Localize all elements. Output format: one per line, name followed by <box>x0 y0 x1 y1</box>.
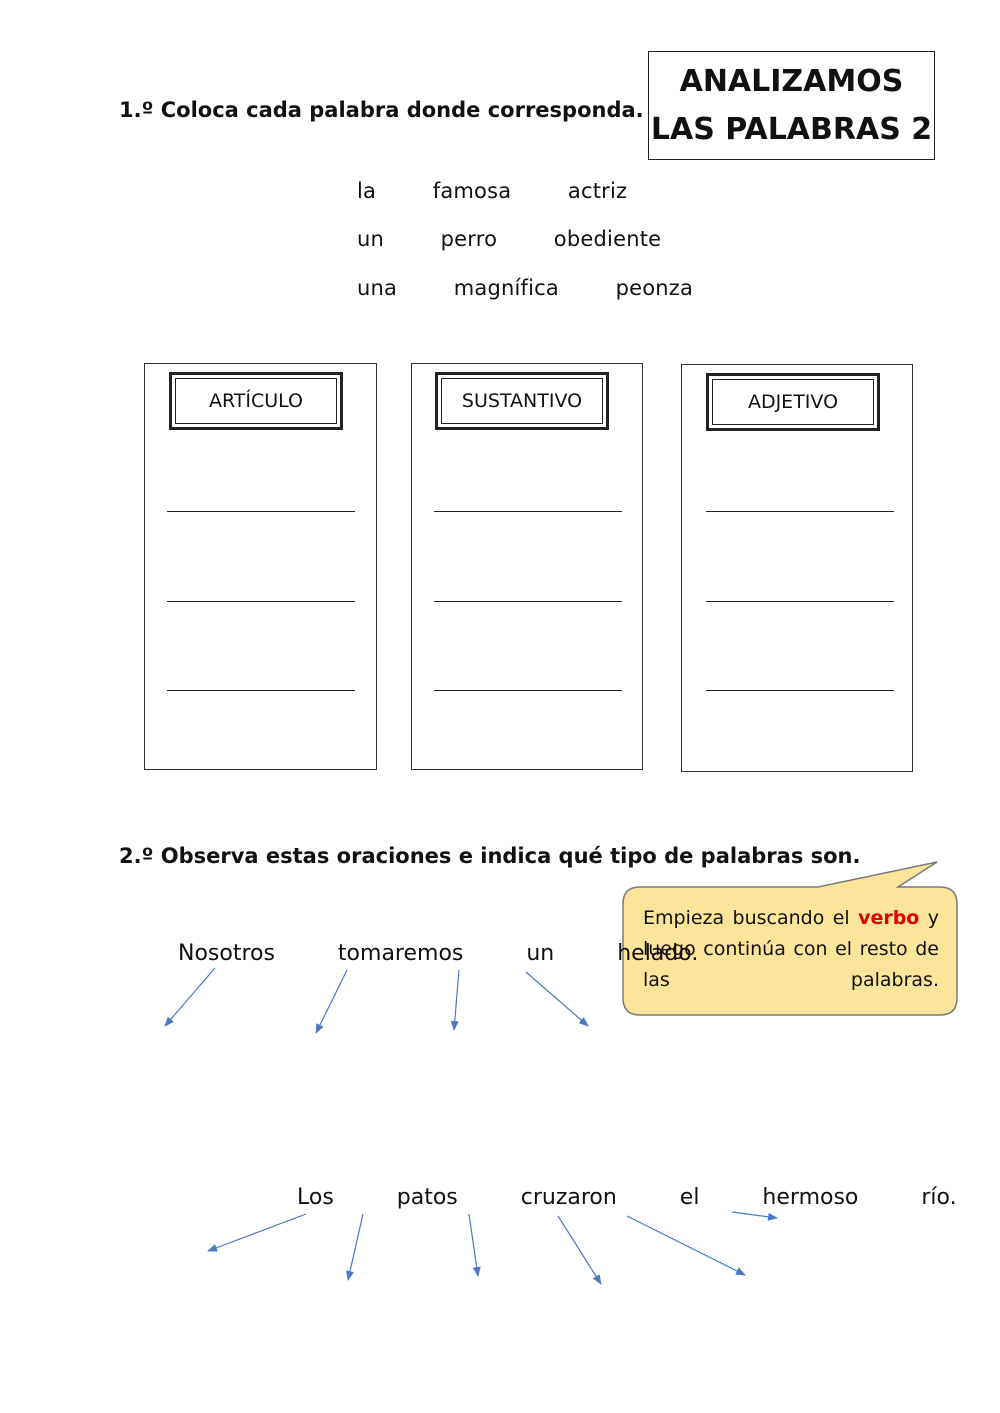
arrow-helado <box>526 972 588 1026</box>
column-sustantivo <box>411 363 643 770</box>
arrow-nosotros <box>165 968 215 1026</box>
hint-keyword-verbo: verbo <box>858 907 920 929</box>
column-header-sustantivo <box>435 372 609 430</box>
hint-part1: Empieza buscando el <box>643 907 850 929</box>
sentence2-arrows <box>208 1212 777 1284</box>
title-line-1: ANALIZAMOS <box>679 63 904 99</box>
answer-blank-adjetivo-3[interactable] <box>706 690 894 691</box>
column-label-adjetivo: ADJETIVO <box>747 391 839 413</box>
sentence-2: Los patos cruzaron el hermoso río. <box>297 1185 957 1210</box>
arrow-rio <box>732 1212 777 1218</box>
hint-part2: y luego continúa con el resto de las palabras. <box>643 907 939 991</box>
column-adjetivo <box>681 364 913 772</box>
column-articulo <box>144 363 377 770</box>
arrow-los <box>208 1214 306 1251</box>
arrow-cruzaron <box>469 1214 478 1276</box>
title-line-2: LAS PALABRAS 2 <box>650 111 933 147</box>
arrow-patos <box>348 1214 363 1280</box>
answer-blank-adjetivo-2[interactable] <box>706 601 894 602</box>
answer-blank-sustantivo-3[interactable] <box>434 690 622 691</box>
answer-blank-sustantivo-2[interactable] <box>434 601 622 602</box>
arrow-el <box>558 1216 601 1284</box>
exercise1-instruction: 1.º Coloca cada palabra donde corresponda. <box>119 98 644 122</box>
sentence1-arrows <box>165 968 588 1033</box>
arrow-un <box>454 970 459 1030</box>
answer-blank-articulo-3[interactable] <box>167 690 355 691</box>
answer-blank-articulo-2[interactable] <box>167 601 355 602</box>
exercise2-instruction: 2.º Observa estas oraciones e indica qué tipo de palabras son. <box>119 844 861 868</box>
arrow-hermoso <box>627 1216 745 1275</box>
arrow-tomaremos <box>316 970 347 1033</box>
phrase-2: un perro obediente <box>357 227 662 251</box>
worksheet-title <box>648 51 935 160</box>
answer-blank-sustantivo-1[interactable] <box>434 511 622 512</box>
answer-blank-adjetivo-1[interactable] <box>706 511 894 512</box>
phrase-1: la famosa actriz <box>357 179 628 203</box>
phrase-3: una magnífica peonza <box>357 276 694 300</box>
column-label-sustantivo: SUSTANTIVO <box>461 390 583 412</box>
column-header-articulo <box>169 372 343 430</box>
answer-blank-articulo-1[interactable] <box>167 511 355 512</box>
column-header-adjetivo <box>706 373 880 431</box>
column-label-articulo: ARTÍCULO <box>208 390 304 412</box>
sentence-1: Nosotros tomaremos un helado. <box>178 941 699 966</box>
